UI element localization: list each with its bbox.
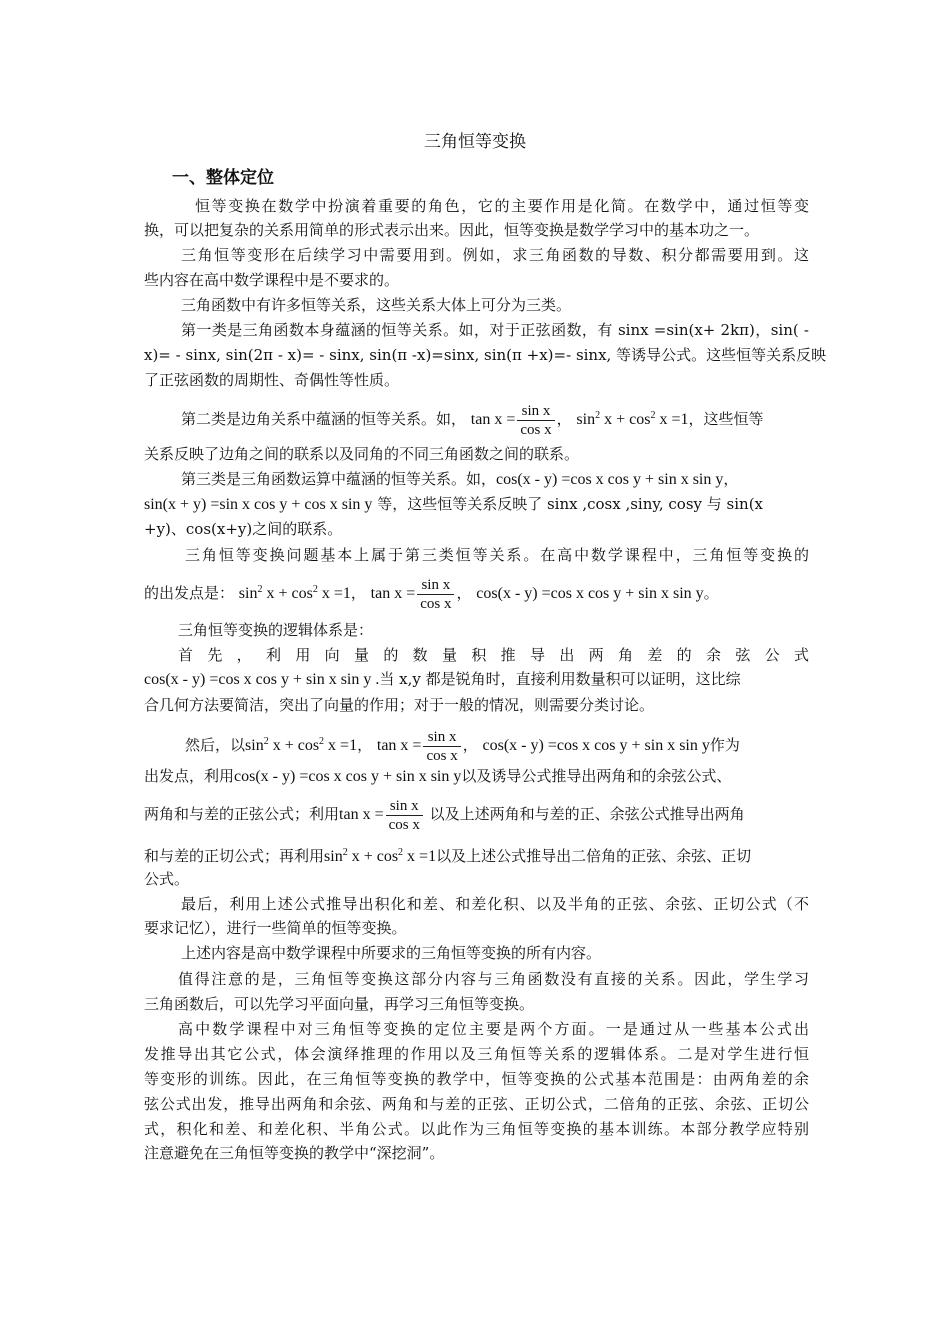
text-line: 三角恒等变形在后续学习中需要用到。例如，求三角函数的导数、积分都需要用到。这 [181, 246, 809, 264]
text-line: 第一类是三角函数本身蕴涵的恒等关系。如，对于正弦函数，有 sinx =sin(x+ 2kπ)，sin( - [181, 321, 809, 339]
formula-line [144, 766, 731, 787]
formula-line [185, 722, 740, 766]
exponent: 2 [342, 847, 348, 858]
text-fragment: 第二类是边角关系中蕴涵的恒等关系。如， [181, 410, 467, 428]
text-line: 要求记忆），进行一些简单的恒等变换。 [144, 919, 407, 937]
formula-cos-diff: cos(x - y) =cos x cos y + sin x sin y [234, 768, 462, 785]
text-line: 发推导出其它公式，体会演绎推理的作用以及三角恒等关系的逻辑体系。二是对学生进行恒 [144, 1045, 809, 1063]
text-line: 合几何方法要简洁，突出了向量的作用；对于一般的情况，则需要分类讨论。 [144, 696, 655, 714]
text-line: 公式。 [144, 870, 190, 888]
exponent: 2 [257, 584, 263, 595]
fraction-denominator: cos x [388, 816, 420, 833]
text-line: x)= - sinx, sin(2π - x)= - sinx, sin(π -x)=sinx, sin(π +x)=- sinx, 等诱导公式。这些恒等关系反映 [144, 346, 827, 364]
formula-tan [376, 728, 463, 764]
text-line: 式，积化和差、和差化积、半角公式。以此作为三角恒等变换的基本训练。本部分教学应特别 [144, 1120, 809, 1138]
formula-tan [339, 797, 425, 833]
formula-text: tan x = [339, 806, 384, 823]
formula-text: x + cos [268, 737, 320, 754]
text-fragment: ， [350, 584, 366, 602]
fraction [417, 576, 454, 613]
page-title: 三角恒等变换 [424, 132, 526, 152]
text-line: 弦公式出发，推导出两角和余弦、两角和与差的正弦、正切公式，二倍角的正弦、余弦、正切公 [144, 1095, 809, 1113]
fraction [517, 402, 554, 439]
text-fragment: ， [357, 736, 373, 754]
text-line: +y)、cos(x+y)之间的联系。 [144, 520, 343, 538]
formula-text: tan x = [370, 585, 416, 602]
fraction [423, 728, 460, 765]
fraction [386, 797, 423, 834]
text-line: 了正弦函数的周期性、奇偶性等性质。 [144, 371, 400, 389]
text-fragment: ， [723, 470, 739, 488]
exponent: 2 [650, 410, 656, 421]
text-line: 三角函数中有许多恒等关系，这些关系大体上可分为三类。 [181, 296, 572, 314]
formula-tan [470, 402, 557, 438]
text-line: 首 先 ， 利 用 向 量 的 数 量 积 推 导 出 两 角 差 的 余 弦 公 式 [178, 646, 809, 664]
formula-line [144, 494, 763, 515]
formula-cos-diff: cos(x - y) =cos x cos y + sin x sin y [496, 471, 724, 488]
exponent: 2 [263, 736, 269, 747]
formula-text: tan x = [470, 411, 516, 428]
fraction-numerator: sin x [423, 728, 460, 747]
text-line: 换，可以把复杂的关系用简单的形式表示出来。因此，恒等变换是数学学习中的基本功之一。 [144, 221, 760, 239]
text-fragment: 出发点，利用 [144, 767, 235, 785]
formula-line [144, 843, 751, 867]
formula-pythag [576, 411, 688, 428]
formula-cos-diff: cos(x - y) =cos x cos y + sin x sin y [476, 585, 704, 602]
exponent: 2 [595, 410, 601, 421]
text-fragment: 作为 [709, 736, 740, 754]
formula-line: 第二类是边角关系中蕴涵的恒等关系。如， tan x = $\frac{\text{sin x}}{\text{cos x}}$ ， $\sin^2 x + \cos^2 x =1$，这些恒等 [181, 402, 764, 438]
exponent: 2 [398, 847, 404, 858]
formula-text: sin [576, 411, 596, 428]
formula-pythag [324, 848, 436, 865]
formula-line [181, 469, 738, 490]
text-fragment: 。 [703, 584, 719, 602]
fraction-denominator: cos x [520, 421, 552, 438]
formula-pythag [239, 585, 351, 602]
formula-line [144, 794, 745, 835]
formula-text: sin [245, 737, 264, 754]
fraction-numerator: sin x [386, 797, 423, 816]
exponent: 2 [319, 736, 325, 747]
text-line: 高中数学课程中对三角恒等变换的定位主要是两个方面。一是通过从一些基本公式出 [178, 1020, 809, 1038]
section-heading: 一、整体定位 [172, 168, 274, 188]
text-fragment: ， [462, 736, 478, 754]
text-fragment: 当 x,y 都是锐角时，直接利用数量积可以证明，这比综 [379, 670, 741, 688]
text-fragment: 以及诱导公式推导出两角和的余弦公式、 [461, 767, 732, 785]
text-line: 三角恒等变换的逻辑体系是： [178, 621, 374, 639]
text-line: 注意避免在三角恒等变换的教学中“深挖洞”。 [144, 1144, 445, 1162]
formula-cos-diff: cos(x - y) =cos x cos y + sin x sin y . [144, 671, 380, 688]
text-fragment: 和与差的正切公式；再利用 [144, 847, 325, 865]
text-line: 些内容在高中数学课程中是不要求的。 [144, 271, 400, 289]
fraction-denominator: cos x [420, 595, 452, 612]
formula-text: tan x = [376, 737, 422, 754]
formula-line [144, 669, 741, 690]
text-fragment: 第三类是三角函数运算中蕴涵的恒等关系。如， [181, 470, 497, 488]
formula-text: x =1 [324, 737, 358, 754]
formula-text: x + cos [262, 585, 313, 602]
text-fragment: 以及上述两角和与差的正、余弦公式推导出两角 [429, 805, 745, 823]
text-fragment: ，这些恒等 [688, 410, 764, 428]
formula-text: sin [324, 848, 343, 865]
fraction-numerator: sin x [517, 402, 554, 421]
fraction-denominator: cos x [426, 747, 458, 764]
formula-text: x =1 [317, 585, 351, 602]
formula-sin-sum: sin(x + y) =sin x cos y + cos x sin y [144, 496, 373, 513]
text-fragment: 然后，以 [185, 736, 246, 754]
formula-text: x =1 [655, 411, 689, 428]
formula-text: x + cos [600, 411, 651, 428]
text-fragment: 的出发点是： [144, 584, 235, 602]
text-line: 三角恒等变换问题基本上属于第三类恒等关系。在高中数学课程中，三角恒等变换的 [185, 546, 809, 564]
text-fragment: 以及上述公式推导出二倍角的正弦、余弦、正切 [436, 847, 752, 865]
exponent: 2 [312, 584, 318, 595]
formula-text: x =1 [403, 848, 437, 865]
formula-tan [370, 576, 457, 612]
text-line: 恒等变换在数学中扮演着重要的角色，它的主要作用是化简。在数学中，通过恒等变 [195, 197, 809, 215]
fraction-numerator: sin x [417, 576, 454, 595]
text-fragment: 等，这些恒等关系反映了 sinx ,cosx ,siny, cosy 与 sin(x [377, 495, 764, 513]
formula-line [144, 570, 719, 614]
formula-pythag [245, 737, 357, 754]
text-line: 最后，利用上述公式推导出积化和差、和差化积、以及半角的正弦、余弦、正切公式（不 [181, 895, 809, 913]
text-line: 三角函数后，可以先学习平面向量，再学习三角恒等变换。 [144, 995, 535, 1013]
text-line: 上述内容是高中数学课程中所要求的三角恒等变换的所有内容。 [181, 944, 602, 962]
text-line: 关系反映了边角之间的联系以及同角的不同三角函数之间的联系。 [144, 445, 580, 463]
text-line: 等变形的训练。因此，在三角恒等变换的教学中，恒等变换的公式基本范围是：由两角差的余 [144, 1070, 809, 1088]
text-fragment: 两角和与差的正弦公式；利用 [144, 805, 340, 823]
formula-text: x + cos [347, 848, 399, 865]
formula-cos-diff: cos(x - y) =cos x cos y + sin x sin y [482, 737, 710, 754]
formula-text: sin [238, 585, 258, 602]
text-line: 值得注意的是，三角恒等变换这部分内容与三角函数没有直接的关系。因此，学生学习 [178, 970, 809, 988]
text-fragment: ， [456, 584, 472, 602]
